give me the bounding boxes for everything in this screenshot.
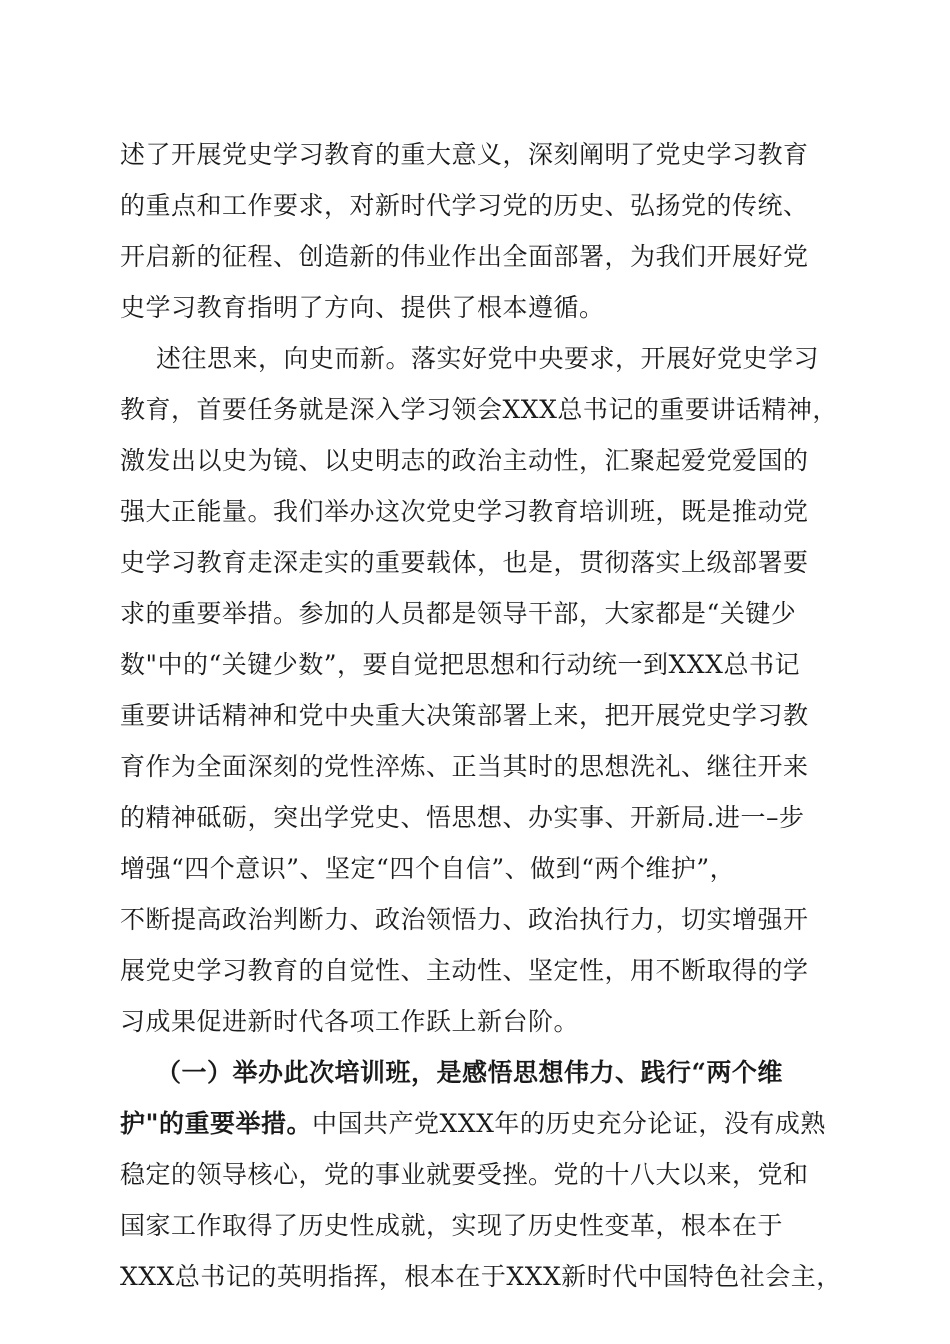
section-heading-line-2: [120, 1106, 826, 1142]
text-line-16: 不断提高政治判断力、政治领悟力、政治执行力，切实增强开: [120, 905, 809, 934]
text-line-8: 强大正能量。我们举办这次党史学习教育培训班，既是推动党: [120, 497, 809, 526]
text-line-17: 展党史学习教育的自觉性、主动性、坚定性，用不断取得的学: [120, 956, 809, 985]
text-line-4: 史学习教育指明了方向、提供了根本遵循。: [120, 293, 605, 322]
text-line-12: 重要讲话精神和党中央重大决策部署上来，把开展党史学习教: [120, 701, 809, 730]
text-line-22: 国家工作取得了历史性成就，实现了历史性变革，根本在于: [120, 1211, 784, 1240]
text-line-5: 述往思来，向史而新。落实好党中央要求，开展好党史学习: [156, 344, 820, 373]
text-line-2: 的重点和工作要求，对新时代学习党的历史、弘扬党的传统、: [120, 191, 809, 220]
text-line-3: 开启新的征程、创造新的伟业作出全面部署，为我们开展好党: [120, 242, 809, 271]
text-line-23: XXX总书记的英明指挥，根本在于XXX新时代中国特色社会主，: [120, 1262, 842, 1291]
section-heading-end: 护"的重要举措。: [120, 1109, 313, 1138]
text-line-9: 史学习教育走深走实的重要载体，也是，贯彻落实上级部署要: [120, 548, 809, 577]
text-line-11: 数"中的“关键少数”，要自觉把思想和行动统一到XXX总书记: [120, 650, 800, 679]
text-line-21: 稳定的领导核心，党的事业就要受挫。党的十八大以来，党和: [120, 1160, 809, 1189]
text-line-14: 的精神砥砺，突出学党史、悟思想、办实事、开新局.进一–步: [120, 803, 805, 832]
text-line-15: 增强“四个意识”、坚定“四个自信”、做到“两个维护”，: [120, 854, 736, 883]
text-line-6: 教育，首要任务就是深入学习领会XXX总书记的重要讲话精神，: [120, 395, 838, 424]
section-body-start: 中国共产党XXX年的历史充分论证，没有成熟: [312, 1109, 826, 1138]
section-heading-line-1: （一）举办此次培训班，是感悟思想伟力、践行“两个维: [156, 1058, 783, 1087]
text-line-10: 求的重要举措。参加的人员都是领导干部，大家都是“关键少: [120, 599, 797, 628]
text-line-7: 激发出以史为镜、以史明志的政治主动性，汇聚起爱党爱国的: [120, 446, 809, 475]
text-line-13: 育作为全面深刻的党性淬炼、正当其时的思想洗礼、继往开来: [120, 752, 809, 781]
text-line-1: 述了开展党史学习教育的重大意义，深刻阐明了党史学习教育: [120, 140, 809, 169]
text-line-18: 习成果促进新时代各项工作跃上新台阶。: [120, 1007, 580, 1036]
